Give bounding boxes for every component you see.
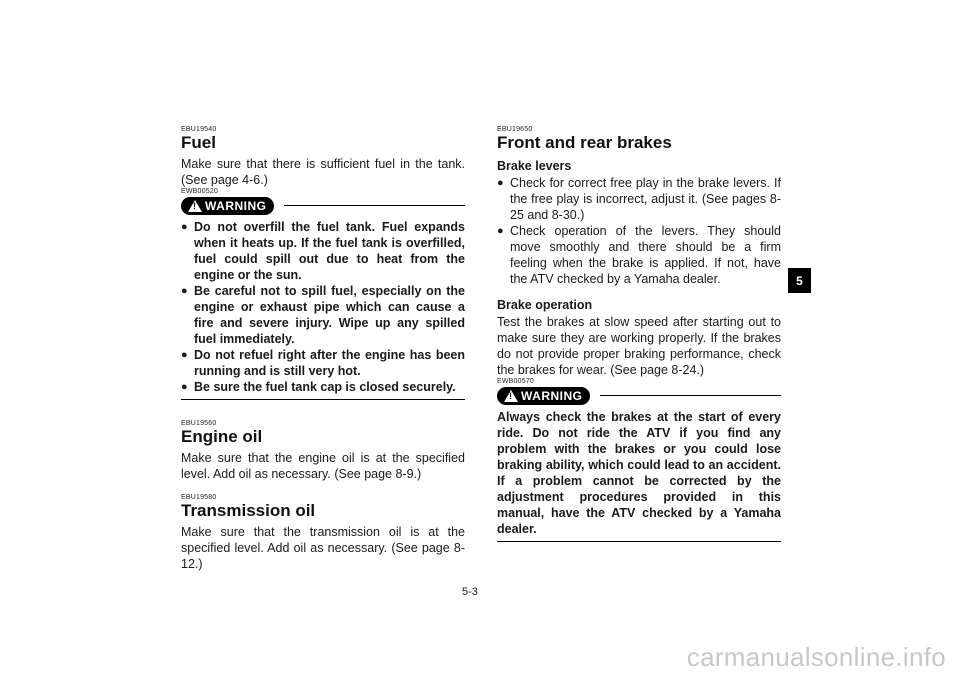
fuel-warning-item: ● Be sure the fuel tank cap is closed securely. — [181, 379, 465, 395]
brakes-section-code: EBU19650 — [497, 126, 533, 133]
engine-oil-section-code: EBU19560 — [181, 419, 217, 427]
fuel-section-code: EBU19540 — [181, 126, 217, 133]
warning-label: WARNING — [521, 388, 583, 403]
brakes-warning-code: EWB00570 — [497, 377, 535, 385]
brakes-warning-end-rule — [497, 541, 781, 542]
brake-levers-list — [497, 175, 781, 287]
warning-triangle-icon — [504, 390, 518, 402]
warning-rule — [600, 395, 782, 396]
warning-badge — [181, 197, 274, 215]
brakes-warning-header — [497, 387, 781, 405]
fuel-warning-list — [181, 219, 465, 395]
fuel-warning-item: ● Be careful not to spill fuel, especially on the engine or exhaust pipe which can cause a fire and severe injury. Wipe up any spilled fuel immediately. — [181, 283, 465, 347]
fuel-warning-item: ● Do not refuel right after the engine has been running and is still very hot. — [181, 347, 465, 379]
fuel-warning-header — [181, 197, 465, 215]
warning-label: WARNING — [205, 198, 267, 213]
page-number: 5-3 — [462, 586, 478, 598]
fuel-warning-code: EWB00520 — [181, 187, 219, 195]
fuel-heading: Fuel — [181, 133, 216, 152]
fuel-text: Make sure that there is sufficient fuel in the tank. (See page 4-6.) — [181, 156, 465, 187]
brakes-warning-text: Always check the brakes at the start of every ride. Do not ride the ATV if you find any problem with the brakes or you could lose braking ability, which could lead to an accident. If a problem cannot be corrected by the adjustment procedures provided in this manual, have the ATV checked by a Yamaha dealer. — [497, 409, 781, 536]
warning-rule — [284, 205, 466, 206]
watermark: carmanualsonline.info — [686, 642, 946, 672]
brake-levers-item: ● Check for correct free play in the brake levers. If the free play is incorrect, adjust it. (See pages 8-25 and 8-30.) — [497, 175, 781, 223]
left-column — [181, 126, 465, 572]
right-column — [497, 126, 781, 542]
brake-levers-item: ● Check operation of the levers. They should move smoothly and there should be a firm feeling when the brake is applied. If not, have the ATV checked by a Yamaha dealer. — [497, 223, 781, 287]
chapter-tab: 5 — [788, 268, 811, 293]
engine-oil-text: Make sure that the engine oil is at the specified level. Add oil as necessary. (See page 8-9.) — [181, 450, 465, 481]
transmission-oil-text: Make sure that the transmission oil is at the specified level. Add oil as necessary. (See page 8-12.) — [181, 524, 465, 571]
warning-badge — [497, 387, 590, 405]
brake-levers-heading: Brake levers — [497, 158, 572, 173]
transmission-oil-heading: Transmission oil — [181, 500, 316, 520]
fuel-warning-item: ● Do not overfill the fuel tank. Fuel expands when it heats up. If the fuel tank is overfilled, fuel could spill out due to heat from the engine or the sun. — [181, 219, 465, 283]
brakes-heading: Front and rear brakes — [497, 133, 672, 152]
transmission-oil-section-code: EBU19580 — [181, 493, 217, 501]
engine-oil-heading: Engine oil — [181, 426, 263, 446]
brake-operation-text: Test the brakes at slow speed after starting out to make sure they are working properly. If the brakes do not provide proper braking performance, check the brakes for wear. (See page 8-24.) — [497, 314, 781, 377]
warning-triangle-icon — [188, 200, 202, 212]
brake-operation-heading: Brake operation — [497, 297, 593, 312]
